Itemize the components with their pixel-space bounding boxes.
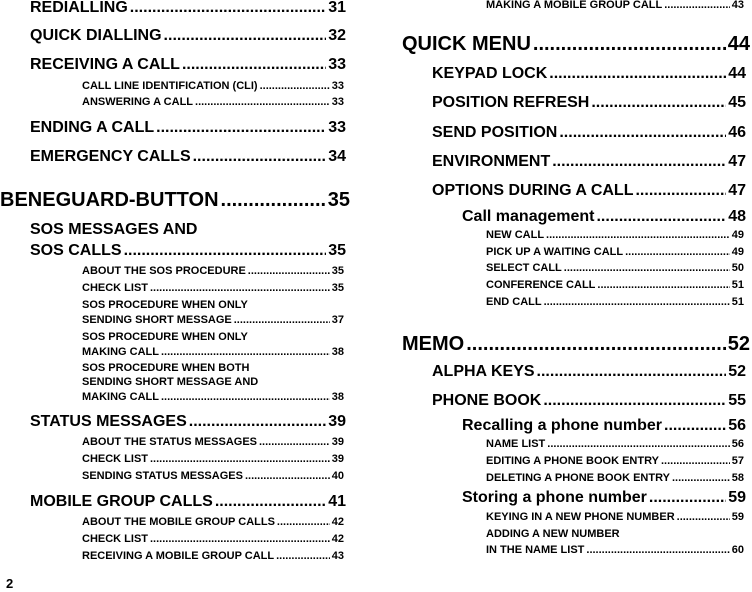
toc-entry[interactable] xyxy=(30,243,346,259)
entry-title: MAKING A MOBILE GROUP CALL xyxy=(486,0,663,11)
entry-title: END CALL xyxy=(486,296,542,308)
toc-subentry[interactable] xyxy=(82,454,344,465)
entry-title: DELETING A PHONE BOOK ENTRY xyxy=(486,472,670,484)
dot-leader xyxy=(552,154,726,170)
toc-entry[interactable] xyxy=(30,149,346,165)
dot-leader xyxy=(635,183,726,199)
entry-title: Recalling a phone number xyxy=(462,417,663,434)
entry-title: EMERGENCY CALLS xyxy=(30,148,191,165)
entry-title: ABOUT THE STATUS MESSAGES xyxy=(82,436,257,448)
entry-page: 48 xyxy=(728,208,746,225)
entry-title: REDIALLING xyxy=(30,0,128,16)
entry-title: KEYPAD LOCK xyxy=(432,65,548,82)
entry-page: 56 xyxy=(728,417,746,434)
dot-leader xyxy=(124,243,327,259)
entry-title: MAKING CALL xyxy=(82,346,159,358)
entry-title: MAKING CALL xyxy=(82,391,159,403)
dot-leader xyxy=(150,283,330,294)
entry-page: 38 xyxy=(331,391,344,403)
toc-section[interactable] xyxy=(462,418,746,434)
entry-page: 37 xyxy=(331,314,344,326)
dot-leader xyxy=(259,437,330,448)
entry-page: 33 xyxy=(328,119,346,136)
dot-leader xyxy=(664,0,730,11)
entry-title: BENEGUARD-BUTTON xyxy=(0,189,219,211)
entry-title: SOS CALLS xyxy=(30,242,122,259)
toc-entry[interactable] xyxy=(432,66,746,82)
entry-page: 47 xyxy=(728,182,746,199)
toc-subentry[interactable] xyxy=(82,471,344,482)
entry-title: RECEIVING A MOBILE GROUP CALL xyxy=(82,550,275,562)
entry-page: 57 xyxy=(731,455,744,467)
entry-title: Storing a phone number xyxy=(462,489,647,506)
entry-page: 33 xyxy=(331,80,344,92)
entry-page: 49 xyxy=(731,246,744,258)
entry-page: 44 xyxy=(728,65,746,82)
toc-subentry[interactable] xyxy=(486,456,744,467)
dot-leader xyxy=(234,315,330,326)
entry-page: 40 xyxy=(331,470,344,482)
dot-leader xyxy=(533,34,726,54)
toc-subentry[interactable] xyxy=(82,347,344,358)
dot-leader xyxy=(221,190,326,210)
entry-title: CHECK LIST xyxy=(82,453,148,465)
toc-entry[interactable] xyxy=(432,95,746,111)
toc-chapter[interactable] xyxy=(0,190,350,210)
toc-subentry[interactable] xyxy=(486,230,744,241)
entry-title: PHONE BOOK xyxy=(432,392,542,409)
entry-title: OPTIONS DURING A CALL xyxy=(432,182,634,199)
toc-subentry-line1: SOS PROCEDURE WHEN ONLY xyxy=(82,299,248,311)
toc-subentry[interactable] xyxy=(82,81,344,92)
toc-entry[interactable] xyxy=(30,120,346,136)
toc-subentry-line1: SOS PROCEDURE WHEN ONLY xyxy=(82,331,248,343)
dot-leader xyxy=(156,120,326,136)
entry-title: POSITION REFRESH xyxy=(432,94,590,111)
entry-title: CALL LINE IDENTIFICATION (CLI) xyxy=(82,80,258,92)
dot-leader xyxy=(591,95,726,111)
entry-title: ENDING A CALL xyxy=(30,119,155,136)
toc-entry[interactable] xyxy=(432,183,746,199)
entry-page: 52 xyxy=(727,333,750,355)
entry-page: 39 xyxy=(331,436,344,448)
dot-leader xyxy=(661,456,730,467)
entry-title: ABOUT THE MOBILE GROUP CALLS xyxy=(82,516,275,528)
entry-page: 43 xyxy=(731,0,744,11)
entry-page: 58 xyxy=(731,472,744,484)
dot-leader xyxy=(597,280,729,291)
page-number: 2 xyxy=(6,576,14,591)
toc-subentry[interactable] xyxy=(486,263,744,274)
entry-page: 59 xyxy=(731,511,744,523)
toc-entry[interactable] xyxy=(30,0,346,16)
toc-subentry[interactable] xyxy=(486,439,744,450)
dot-leader xyxy=(547,439,729,450)
toc-entry[interactable] xyxy=(30,494,346,510)
dot-leader xyxy=(189,414,326,430)
entry-page: 35 xyxy=(331,282,344,294)
entry-page: 42 xyxy=(331,533,344,545)
dot-leader xyxy=(664,418,726,434)
dot-leader xyxy=(248,266,330,277)
entry-page: 42 xyxy=(331,516,344,528)
entry-title: SELECT CALL xyxy=(486,262,562,274)
entry-title: RECEIVING A CALL xyxy=(30,56,180,73)
toc-subentry[interactable] xyxy=(486,0,744,11)
dot-leader xyxy=(537,364,727,380)
dot-leader xyxy=(193,149,327,165)
entry-title: EDITING A PHONE BOOK ENTRY xyxy=(486,455,659,467)
dot-leader xyxy=(543,393,726,409)
entry-title: ALPHA KEYS xyxy=(432,363,535,380)
entry-page: 55 xyxy=(728,392,746,409)
entry-page: 35 xyxy=(328,242,346,259)
dot-leader xyxy=(161,347,330,358)
dot-leader xyxy=(164,28,327,44)
entry-title: ANSWERING A CALL xyxy=(82,96,194,108)
entry-page: 59 xyxy=(728,489,746,506)
dot-leader xyxy=(245,471,330,482)
dot-leader xyxy=(549,66,726,82)
toc-subentry[interactable] xyxy=(82,392,344,403)
toc-subentry[interactable] xyxy=(486,512,744,523)
entry-title: CHECK LIST xyxy=(82,533,148,545)
dot-leader xyxy=(649,490,726,506)
dot-leader xyxy=(625,247,730,258)
toc-subentry[interactable] xyxy=(486,297,744,308)
toc-subentry[interactable] xyxy=(486,280,744,291)
dot-leader xyxy=(150,534,330,545)
dot-leader xyxy=(586,545,729,556)
toc-entry[interactable] xyxy=(432,393,746,409)
entry-title: NEW CALL xyxy=(486,229,545,241)
toc-subentry[interactable] xyxy=(486,247,744,258)
toc-subentry[interactable] xyxy=(82,315,344,326)
entry-page: 33 xyxy=(331,96,344,108)
entry-title: SENDING STATUS MESSAGES xyxy=(82,470,243,482)
toc-section[interactable] xyxy=(462,490,746,506)
entry-page: 43 xyxy=(331,550,344,562)
entry-page: 41 xyxy=(328,493,346,510)
entry-page: 52 xyxy=(728,363,746,380)
toc-entry[interactable] xyxy=(432,125,746,141)
entry-page: 39 xyxy=(328,413,346,430)
entry-page: 39 xyxy=(331,453,344,465)
entry-page: 33 xyxy=(328,56,346,73)
toc-chapter[interactable] xyxy=(402,334,750,354)
entry-page: 51 xyxy=(731,279,744,291)
entry-title: QUICK MENU xyxy=(402,33,531,55)
entry-page: 46 xyxy=(728,124,746,141)
toc-subentry[interactable] xyxy=(82,266,344,277)
entry-page: 47 xyxy=(728,153,746,170)
entry-page: 51 xyxy=(731,296,744,308)
toc-subentry-line1: ADDING A NEW NUMBER xyxy=(486,528,620,540)
entry-title: PICK UP A WAITING CALL xyxy=(486,246,624,258)
entry-title: ABOUT THE SOS PROCEDURE xyxy=(82,265,246,277)
entry-page: 35 xyxy=(331,265,344,277)
dot-leader xyxy=(260,81,330,92)
entry-page: 31 xyxy=(328,0,346,16)
toc-entry[interactable] xyxy=(30,28,346,44)
entry-title: CONFERENCE CALL xyxy=(486,279,596,291)
entry-page: 35 xyxy=(327,189,350,211)
toc-subentry-line2: SENDING SHORT MESSAGE AND xyxy=(82,376,259,388)
toc-entry[interactable] xyxy=(432,154,746,170)
dot-leader xyxy=(564,263,730,274)
entry-page: 34 xyxy=(328,148,346,165)
entry-page: 44 xyxy=(727,33,750,55)
toc-subentry[interactable] xyxy=(82,517,344,528)
entry-page: 45 xyxy=(728,94,746,111)
toc-entry-line1: SOS MESSAGES AND xyxy=(30,221,198,238)
entry-page: 32 xyxy=(328,27,346,44)
dot-leader xyxy=(546,230,730,241)
entry-title: SENDING SHORT MESSAGE xyxy=(82,314,232,326)
toc-chapter[interactable] xyxy=(402,34,750,54)
entry-title: QUICK DIALLING xyxy=(30,27,162,44)
toc-entry[interactable] xyxy=(30,414,346,430)
entry-title: CHECK LIST xyxy=(82,282,148,294)
entry-title: ENVIRONMENT xyxy=(432,153,551,170)
entry-page: 38 xyxy=(331,346,344,358)
entry-title: MEMO xyxy=(402,333,465,355)
dot-leader xyxy=(677,512,730,523)
entry-page: 60 xyxy=(731,544,744,556)
dot-leader xyxy=(466,334,726,354)
toc-subentry-line1: SOS PROCEDURE WHEN BOTH xyxy=(82,362,250,374)
toc-subentry[interactable] xyxy=(486,473,744,484)
dot-leader xyxy=(150,454,330,465)
entry-title: SEND POSITION xyxy=(432,124,558,141)
toc-subentry[interactable] xyxy=(82,283,344,294)
dot-leader xyxy=(215,494,326,510)
entry-title: KEYING IN A NEW PHONE NUMBER xyxy=(486,511,675,523)
dot-leader xyxy=(182,57,326,73)
entry-page: 49 xyxy=(731,229,744,241)
dot-leader xyxy=(161,392,330,403)
toc-subentry[interactable] xyxy=(82,437,344,448)
dot-leader xyxy=(195,97,330,108)
toc-entry[interactable] xyxy=(30,57,346,73)
toc-subentry[interactable] xyxy=(82,534,344,545)
dot-leader xyxy=(596,209,726,225)
dot-leader xyxy=(276,551,330,562)
dot-leader xyxy=(559,125,726,141)
toc-subentry[interactable] xyxy=(486,545,744,556)
entry-page: 56 xyxy=(731,438,744,450)
dot-leader xyxy=(672,473,730,484)
toc-subentry[interactable] xyxy=(82,97,344,108)
toc-subentry[interactable] xyxy=(82,551,344,562)
entry-title: STATUS MESSAGES xyxy=(30,413,187,430)
dot-leader xyxy=(544,297,730,308)
entry-title: IN THE NAME LIST xyxy=(486,544,585,556)
dot-leader xyxy=(277,517,330,528)
toc-section[interactable] xyxy=(462,209,746,225)
entry-title: MOBILE GROUP CALLS xyxy=(30,493,213,510)
dot-leader xyxy=(130,0,326,16)
entry-title: NAME LIST xyxy=(486,438,546,450)
toc-entry[interactable] xyxy=(432,364,746,380)
entry-title: Call management xyxy=(462,208,595,225)
entry-page: 50 xyxy=(731,262,744,274)
